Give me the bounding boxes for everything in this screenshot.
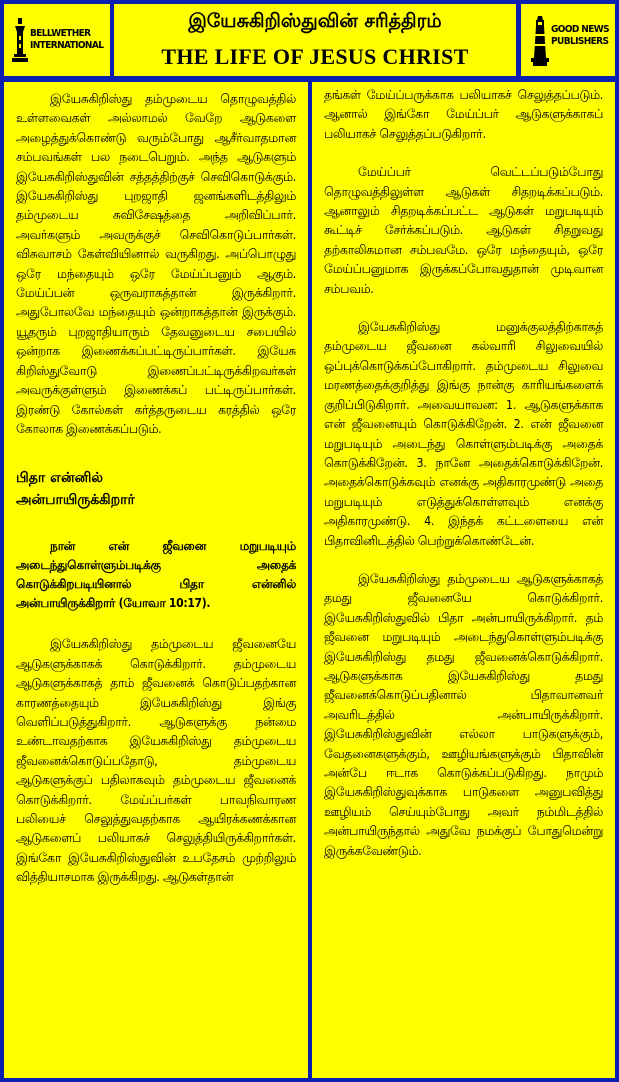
good-news-line2: PUBLISHERS	[551, 36, 609, 47]
left-column	[4, 82, 308, 1078]
right-paragraph-4: இயேசுகிறிஸ்து தம்முடைய ஆடுகளுக்காகத் தமது ஜீவனையே கொடுக்கிறார். இயேசுகிறிஸ்துவில் பிதா அன்பாயிருக்கிறார். தம் ஜீவனை மறுபடியும் அடைந்துகொள்ளும்படிக்கு இயேசுகிறிஸ்து தமது ஜீவனைக்கொடுக்கிறார். ஆடுகளுக்காக இயேசுகிறிஸ்து தமது ஜீவனைக்கொடுப்பதினால் பிதாவானவர் அவரிடத்தில் அன்பாயிருக்கிறார். இயேசுகிறிஸ்துவின் எல்லா பாடுகளுக்கும், வேதனைகளுக்கும், ஊழியங்களுக்கும் பிதாவின் அன்பே ஈடாக கொடுக்கப்படுகிறது. நாமும் இயேசுகிறிஸ்துவுக்காக பாடுகளை அனுபவித்து ஊழியம் செய்யும்போது அவர் நம்மிடத்தில் அன்பாயிருந்தால் அதுவே நமக்குப் போதுமென்று இருக்கவேண்டும்.	[324, 571, 603, 858]
header-left-logo-panel	[4, 4, 110, 76]
bible-verse: நான் என் ஜீவனை மறுபடியும் அடைந்துகொள்ளும்படிக்கு அதைக் கொடுக்கிறபடியினால் பிதா என்னில் அன்பாயிருக்கிறார் (யோவா 10:17).	[16, 539, 296, 611]
header-title-panel	[114, 4, 516, 76]
right-column	[312, 82, 615, 1078]
page-title-english: THE LIFE OF JESUS CHRIST	[161, 44, 469, 69]
bellwether-logo	[10, 14, 104, 66]
good-news-logo	[527, 14, 619, 66]
section-heading-line1: பிதா என்னில்	[16, 470, 103, 487]
good-news-wordmark	[551, 24, 609, 48]
right-paragraph-2: மேய்ப்பர் வெட்டப்படும்போது தொழுவத்திலுள்ள ஆடுகள் சிதறடிக்கப்படும். ஆனாலும் சிதறடிக்கப்பட்ட ஆடுகள் மறுபடியும் கூட்டிச் சேர்க்கப்படும். ஆடுகள் சிதறுவது தற்காலிகமான சம்பவமே. ஒரே மந்தையும், ஒரே மேய்ப்பனுமாக இருக்கப்போவதுதான் முடிவான சம்பவம்.	[324, 165, 603, 296]
lighthouse-icon	[531, 16, 549, 66]
good-news-line1: GOOD NEWS	[551, 24, 609, 35]
section-heading-line2: அன்பாயிருக்கிறார்	[16, 492, 135, 509]
bellwether-line2: INTERNATIONAL	[30, 40, 104, 51]
left-paragraph-2: இயேசுகிறிஸ்து தம்முடைய ஜீவனையே ஆடுகளுக்காகக் கொடுக்கிறார். தம்முடைய ஆடுகளுக்காகத் தாம் ஜீவனைக் கொடுப்பதற்கான காரணத்தையும் இயேசுகிறிஸ்து இங்கு வெளிப்படுத்துகிறார். ஆடுகளுக்கு நன்மை உண்டாவதற்காக இயேசுகிறிஸ்து தம்முடைய ஜீவனைக்கொடுப்பதோடு, தம்முடைய ஆடுகளுக்குப் பதிலாகவும் தம்முடைய ஜீவனைக் கொடுக்கிறார். மேய்ப்பர்கள் பாவநிவாரண பலியைச் செலுத்துவதற்காக ஆயிரக்கணக்கான ஆடுகளைப் பலியாகச் செலுத்தியிருக்கிறார்கள். இங்கோ இயேசுகிறிஸ்துவின் உபதேசம் முற்றிலும் வித்தியாசமாக இருக்கிறது. ஆடுகள்தான்	[16, 637, 296, 885]
section-heading	[16, 467, 296, 511]
right-paragraph-3: இயேசுகிறிஸ்து மனுக்குலத்திற்காகத் தம்முடைய ஜீவனை கல்வாரி சிலுவையில் ஒப்புக்கொடுக்கப்போகிறார். தம்முடைய சிலுவை மரணத்தைக்குறித்து இங்கு நான்கு காரியங்களைக் குறிப்பிடுகிறார். அவையாவன: 1. ஆடுகளுக்காக என் ஜீவனையும் கொடுக்கிறேன். 2. என் ஜீவனை மறுபடியும் அடைந்து கொள்ளும்படிக்கு அதைக் கொடுக்கிறேன். 3. நானே அதைக்கொடுக்கிறேன். அதைக்கொடுக்கவும் எனக்கு அதிகாரமுண்டு அதை மறுபடியும் எடுத்துக்கொள்ளவும் எனக்கு அதிகாரமுண்டு. 4. இந்தக் கட்டளையை என் பிதாவினிடத்தில் பெற்றுக்கொண்டேன்.	[324, 320, 603, 548]
bellwether-wordmark	[30, 28, 103, 52]
page-title-tamil: இயேசுகிறிஸ்துவின் சரித்திரம்	[188, 10, 442, 32]
right-paragraph-1: தங்கள் மேய்ப்பருக்காக பலியாகச் செலுத்தப்படும். ஆனால் இங்கோ மேய்ப்பர் ஆடுகளுக்காகப் பலியாகச் செலுத்தப்படுகிறார்.	[324, 88, 603, 141]
header-right-logo-panel	[521, 4, 615, 76]
left-paragraph-1: இயேசுகிறிஸ்து தம்முடைய தொழுவத்தில் உள்ளவைகள் அல்லாமல் வேறே ஆடுகளை அழைத்துக்கொண்டு வரும்போது ஆசீர்வாதமான சம்பவங்கள் பல நடைபெறும். அந்த ஆடுகளும் இயேசுகிறிஸ்துவின் சத்தத்திற்குச் செவிகொடுக்கும். இயேசுகிறிஸ்து புறஜாதி ஜனங்களிடத்திலும் தம்முடைய சுவிசேஷத்தை அறிவிப்பார். அவர்களும் அவருக்குச் செவிகொடுப்பார்கள். விசுவாசம் கேள்வியினால் வருகிறது. அப்பொழுது ஒரே மந்தையும் ஒரே மேய்ப்பனும் ஆகும். மேய்ப்பன் ஒருவராகத்தான் இருக்கிறார். அதுபோலவே மந்தையும் ஒன்றாகத்தான் இருக்கும். யூதரும் புறஜாதியாரும் தேவனுடைய சபையில் ஒன்றாக இணைக்கப்பட்டிருப்பார்கள். இயேசு கிறிஸ்துவோடு இணைப்பட்டிருக்கிறவர்கள் அவருக்குள்ளும் இணைக்கப் பட்டிருப்பார்கள். இரண்டு கோல்கள் கர்த்தருடைய கரத்தில் ஒரே கோலாக இணைக்கப்படும்.	[16, 92, 296, 436]
bellwether-line1: BELLWETHER	[30, 28, 91, 39]
tower-icon	[12, 18, 28, 62]
